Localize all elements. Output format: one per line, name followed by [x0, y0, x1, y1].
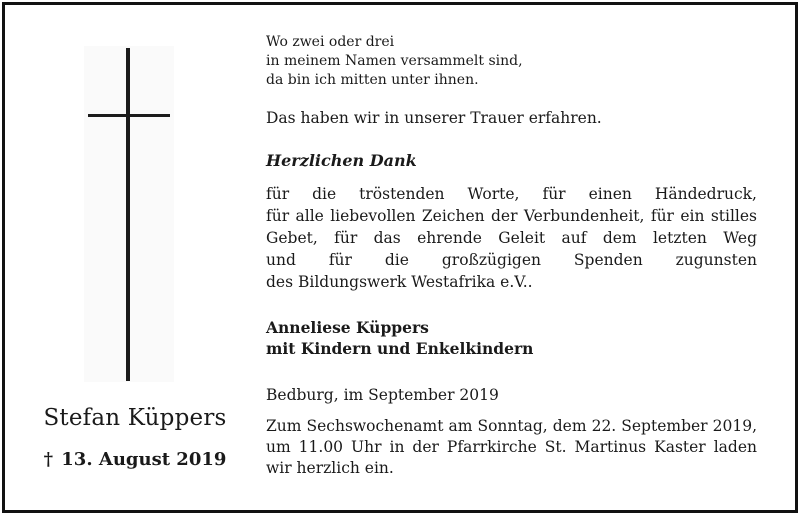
family-members: mit Kindern und Enkelkindern: [266, 339, 534, 358]
family-signature: [266, 317, 533, 359]
death-date-line: [0, 449, 270, 470]
deceased-name: Stefan Küppers: [43, 405, 227, 431]
thanks-line: und für die großzügigen Spenden zugunsten: [266, 251, 757, 269]
dagger-icon: †: [43, 449, 53, 470]
intro-text: Das haben wir in unserer Trauer erfahren.: [266, 109, 602, 127]
thanks-line: Gebet, für das ehrende Geleit auf dem letzten Weg: [266, 229, 757, 247]
cross-icon: [126, 48, 130, 381]
thanks-line: für alle liebevollen Zeichen der Verbundenheit, für ein stilles: [266, 207, 757, 225]
quote-line: da bin ich mitten unter ihnen.: [266, 72, 479, 88]
place-date: Bedburg, im September 2019: [266, 386, 499, 404]
bible-quote: [266, 33, 523, 90]
thanks-line: des Bildungswerk Westafrika e.V..: [266, 273, 533, 291]
death-date: 13. August 2019: [61, 449, 227, 470]
cross-icon-bar: [88, 114, 170, 117]
service-line: Zum Sechswochenamt am Sonntag, dem 22. September 2019,: [266, 417, 757, 435]
service-invitation: [266, 416, 757, 479]
service-line: wir herzlich ein.: [266, 459, 394, 477]
quote-line: in meinem Namen versammelt sind,: [266, 53, 523, 69]
service-line: um 11.00 Uhr in der Pfarrkirche St. Martinus Kaster laden: [266, 438, 757, 456]
family-name: Anneliese Küppers: [266, 318, 429, 337]
thanks-heading: Herzlichen Dank: [266, 151, 417, 170]
thanks-paragraph: [266, 183, 757, 293]
thanks-line: für die tröstenden Worte, für einen Händedruck,: [266, 185, 757, 203]
quote-line: Wo zwei oder drei: [266, 34, 395, 50]
